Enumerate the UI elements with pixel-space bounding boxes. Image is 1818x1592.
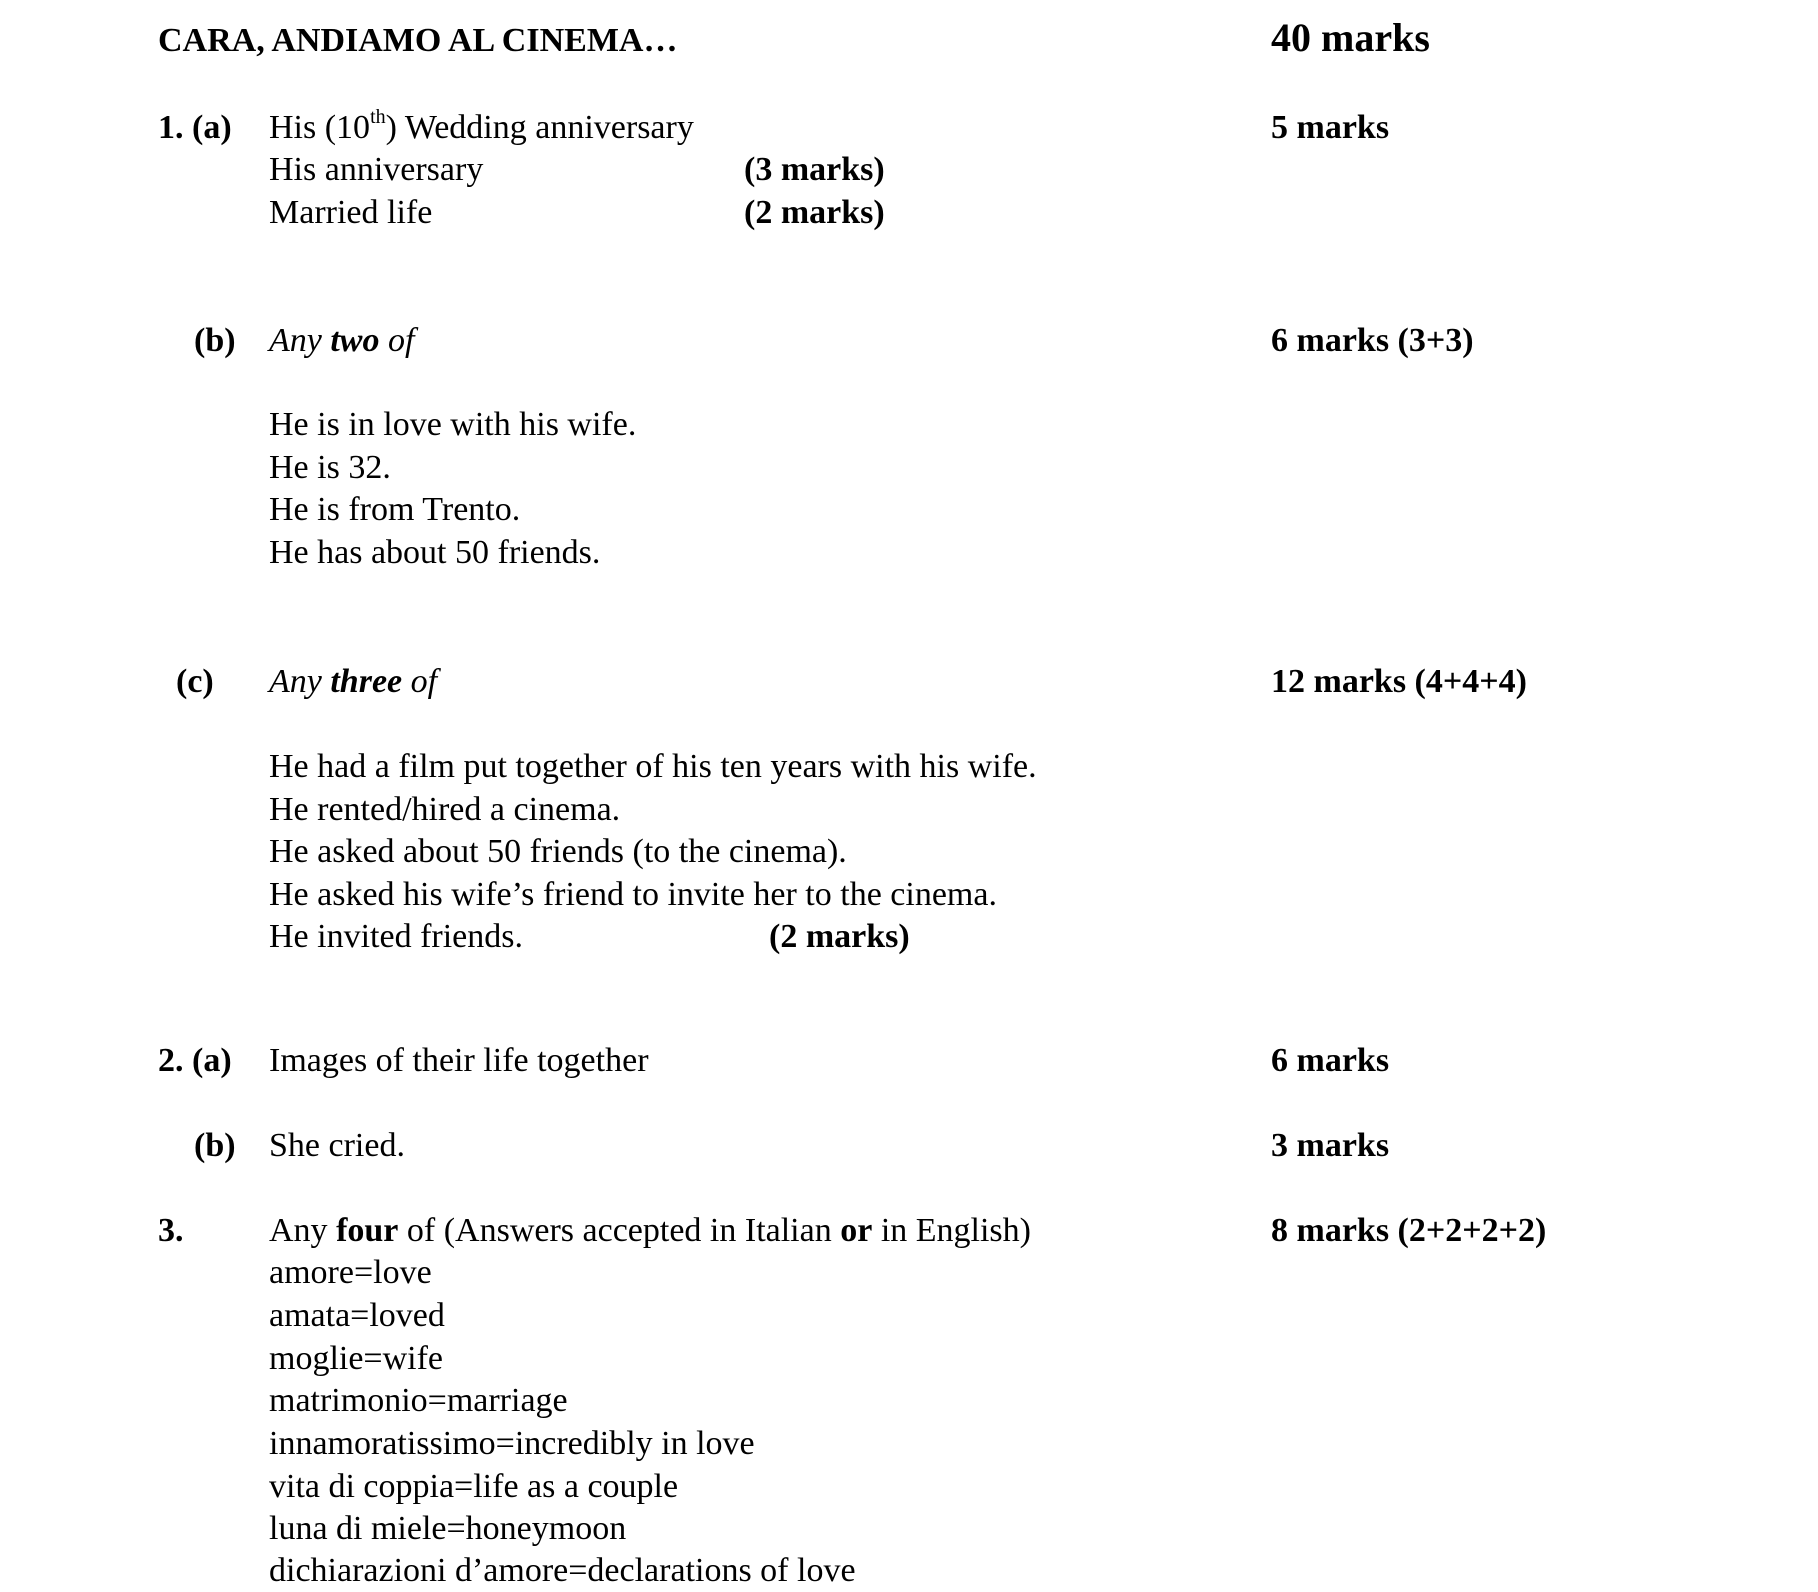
q3-answer: amata=loved [269, 1297, 445, 1334]
q1b-answer: He is in love with his wife. [269, 406, 637, 443]
q3-answer: innamoratissimo=incredibly in love [269, 1425, 755, 1462]
q1b-answer: He is 32. [269, 449, 391, 486]
q1a-line-marks: (2 marks) [744, 194, 885, 231]
q1a-marks: 5 marks [1271, 109, 1390, 146]
q3-instruction: Any four of (Answers accepted in Italian or in English) [269, 1212, 1031, 1249]
total-marks: 40 marks [1271, 15, 1430, 60]
q3-answer: matrimonio=marriage [269, 1382, 568, 1419]
q1c-answer: He asked about 50 friends (to the cinema). [269, 833, 847, 870]
q3-answer: vita di coppia=life as a couple [269, 1468, 679, 1505]
q1c-marks: 12 marks (4+4+4) [1271, 663, 1527, 700]
q1b-instruction: Any two of [269, 322, 415, 359]
q3-answer: moglie=wife [269, 1340, 444, 1377]
q3-marks: 8 marks (2+2+2+2) [1271, 1212, 1547, 1249]
q1a-answer: His (10th) Wedding anniversary [269, 105, 694, 146]
q3-answer: amore=love [269, 1254, 432, 1291]
q1a-label: 1. (a) [158, 109, 232, 146]
q3-answer: luna di miele=honeymoon [269, 1510, 627, 1547]
q1c-answer: He had a film put together of his ten years with his wife. [269, 748, 1037, 785]
q1b-marks: 6 marks (3+3) [1271, 322, 1474, 359]
q2a-label: 2. (a) [158, 1042, 232, 1079]
q2a-answer: Images of their life together [269, 1042, 649, 1079]
q1c-answer: He invited friends. [269, 918, 523, 955]
q1c-instruction: Any three of [269, 663, 438, 700]
q1b-answer: He has about 50 friends. [269, 534, 601, 571]
q3-label: 3. [158, 1212, 184, 1249]
q1c-answer: He asked his wife’s friend to invite her to the cinema. [269, 876, 997, 913]
q2a-marks: 6 marks [1271, 1042, 1390, 1079]
q1b-answer: He is from Trento. [269, 491, 521, 528]
q1a-line-text: His anniversary [269, 151, 484, 188]
q1b-label: (b) [194, 322, 236, 359]
q1a-line-text: Married life [269, 194, 433, 231]
q2b-answer: She cried. [269, 1127, 405, 1164]
q1a-line-marks: (3 marks) [744, 151, 885, 188]
q3-answer: dichiarazioni d’amore=declarations of love [269, 1552, 856, 1589]
q2b-label: (b) [194, 1127, 236, 1164]
document-title: CARA, ANDIAMO AL CINEMA… [158, 22, 678, 59]
q1c-label: (c) [176, 663, 214, 700]
q2b-marks: 3 marks [1271, 1127, 1390, 1164]
q1c-answer: He rented/hired a cinema. [269, 791, 621, 828]
q1c-last-line-marks: (2 marks) [769, 918, 910, 955]
